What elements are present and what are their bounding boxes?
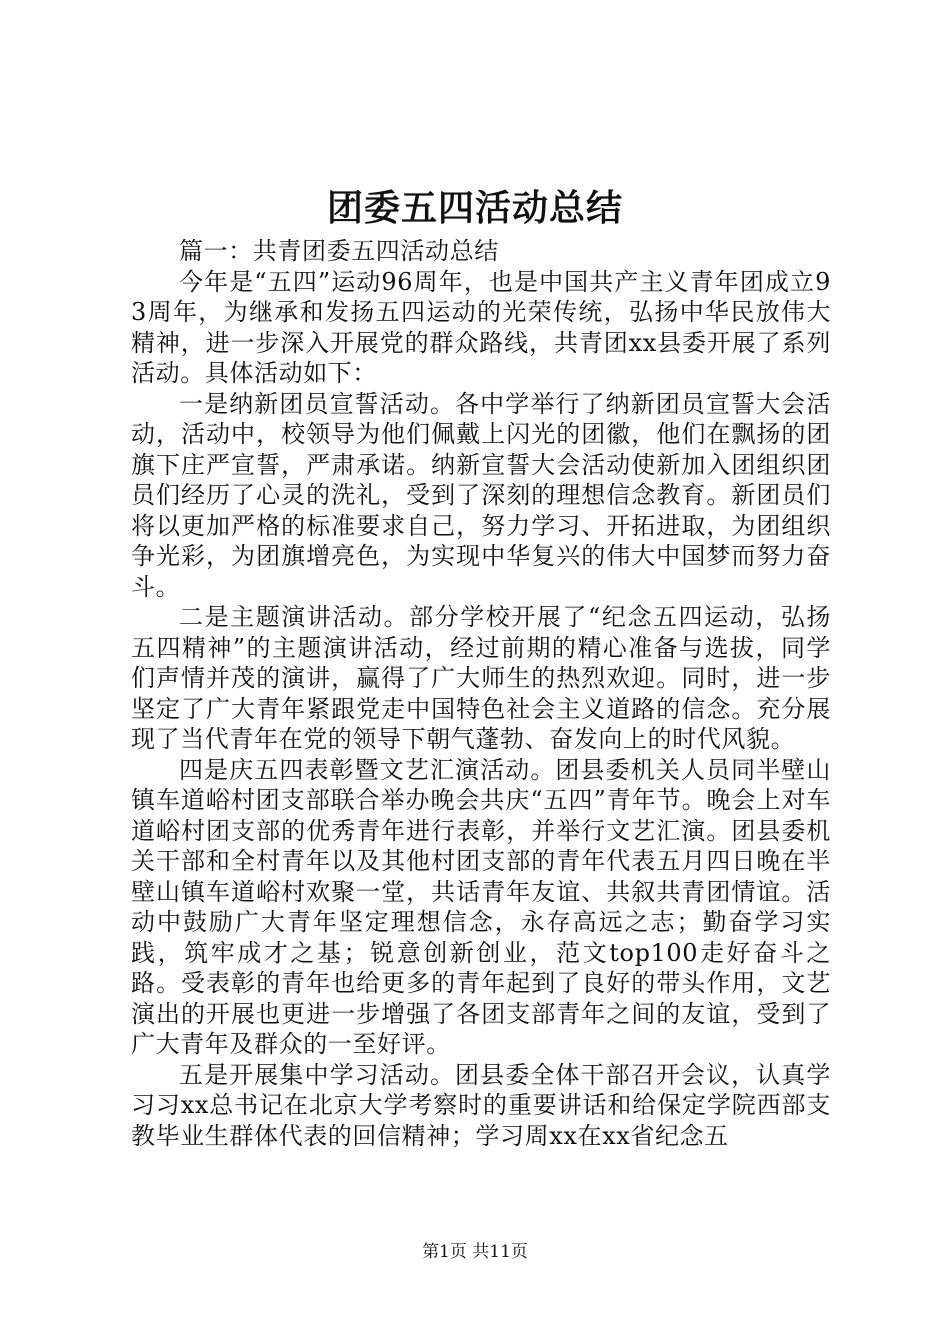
paragraph-activity-4: 四是庆五四表彰暨文艺汇演活动。团县委机关人员同半壁山镇车道峪村团支部联合举办晚会共庆“五四”青年节。晚会上对车道峪村团支部的优秀青年进行表彰，并举行文艺汇演。团县委机关干部和全村青年以及其他村团支部的青年代表五月四日晚在半壁山镇车道峪村欢聚一堂，共话青年友谊、共叙共青团情谊。活动中鼓励广大青年坚定理想信念，永存高远之志；勤奋学习实践，筑牢成才之基；锐意创新创业，范文top100走好奋斗之路。受表彰的青年也给更多的青年起到了良好的带头作用，文艺演出的开展也更进一步增强了各团支部青年之间的友谊，受到了广大青年及群众的一至好评。 (131, 755, 831, 1058)
paragraph-heading: 篇一：共青团委五四活动总结 (179, 237, 499, 265)
paragraph-activity-5: 五是开展集中学习活动。团县委全体干部召开会议，认真学习习xx总书记在北京大学考察时的重要讲话和给保定学院西部支教毕业生群体代表的回信精神；学习周xx在xx省纪念五 (131, 1060, 831, 1150)
paragraph-intro: 今年是“五四”运动96周年，也是中国共产主义青年团成立93周年，为继承和发扬五四运动的光荣传统，弘扬中华民放伟大精神，进一步深入开展党的群众路线，共青团xx县委开展了系列活动。具体活动如下： (131, 267, 831, 387)
page-number-label: 第1页 共11页 (422, 1242, 528, 1262)
paragraph-activity-2: 二是主题演讲活动。部分学校开展了“纪念五四运动，弘扬五四精神”的主题演讲活动，经过前期的精心准备与选拔，同学们声情并茂的演讲，赢得了广大师生的热烈欢迎。同时，进一步坚定了广大青年紧跟党走中国特色社会主义道路的信念。充分展现了当代青年在党的领导下朝气蓬勃、奋发向上的时代风貌。 (131, 603, 831, 753)
document-body (131, 236, 831, 1151)
page-footer (0, 1240, 950, 1264)
paragraph-activity-1: 一是纳新团员宣誓活动。各中学举行了纳新团员宣誓大会活动，活动中，校领导为他们佩戴上闪光的团徽，他们在飘扬的团旗下庄严宣誓，严肃承诺。纳新宣誓大会活动使新加入团组织团员们经历了心灵的洗礼，受到了深刻的理想信念教育。新团员们将以更加严格的标准要求自己，努力学习、开拓进取，为团组织争光彩，为团旗增亮色，为实现中华复兴的伟大中国梦而努力奋斗。 (131, 389, 831, 601)
document-title: 团委五四活动总结 (326, 187, 623, 229)
